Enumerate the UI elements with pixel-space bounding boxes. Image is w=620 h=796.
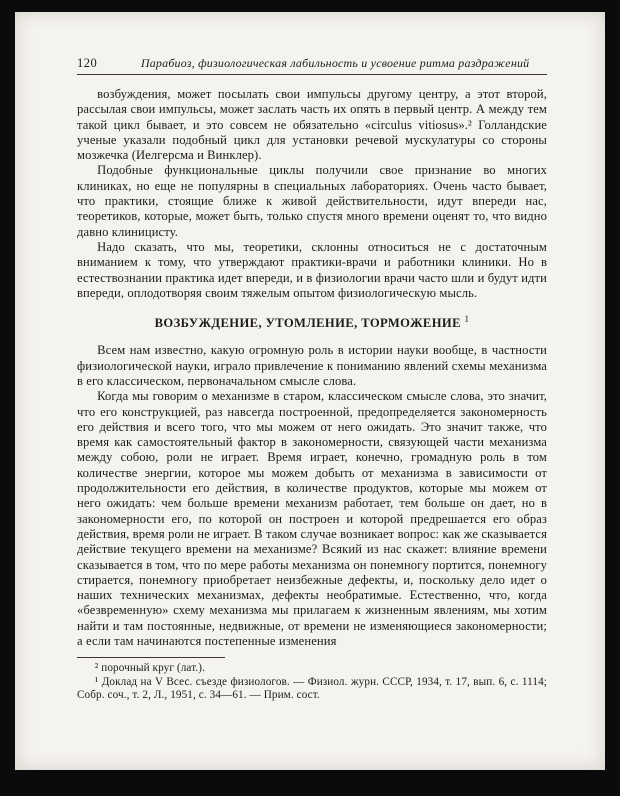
section-heading-footnote-mark: 1: [464, 314, 470, 325]
page-number: 120: [77, 56, 98, 70]
scanned-book-page: [15, 12, 605, 770]
paragraph: Когда мы говорим о механизме в старом, классическом смысле слова, это значит, что его конструкцией, раз навсегда построенной, предопределяется закономерность его действия и всего того, что мы можем от него ожидать. Это значит также, что время как самостоятельный фактор в закономерности, связующей части механизма между собою, роли не играет. Время играет, конечно, громадную роль в том количестве энергии, которое мы можем добыть от механизма в зависимости от продолжительности его действия, в количестве продуктов, которые мы можем от него ожидать: чем больше времени механизм работает, тем больше он дает, но в закономерности его, по которой он построен и которой предрешается его образ действия, время роли не играет. В таком случае возникает вопрос: как же сказывается действие текущего времени на механизме? Всякий из нас скажет: влияние времени сказывается в том, что по мере работы механизма он понемногу портится, понемногу стирается, понемногу приобретает неизбежные дефекты, и, поскольку дело идет о наших технических механизмах, дефекты необратимые. Естественно, что, когда «безвременную» схему механизма мы прилагаем к жизненным явлениям, мы хотим найти и там постоянные, недвижные, от времени не изменяющиеся закономерности; а если там начинаются постепенные изменения: [77, 389, 547, 648]
paragraph: Надо сказать, что мы, теоретики, склонны относиться не с достаточным вниманием к тому, что утверждают практики-врачи и работники клиники. Но в естествознании практика идет впереди, и в физиологии врачи часто шли и будут идти впереди, оплодотворяя своим тяжелым опытом физиологическую мысль.: [77, 239, 547, 300]
footnote: ² порочный круг (лат.).: [94, 662, 205, 675]
paragraph: Подобные функциональные циклы получили свое признание во многих клиниках, но еще не популярны в специальных лабораториях. Очень часто бывает, что практики, стоящие ближе к живой действительности, идут впереди нас, теоретиков, которые, может быть, только спустя много времени оценят то, что видно давно клиницисту.: [77, 163, 547, 239]
section-heading-text: ВОЗБУЖДЕНИЕ, УТОМЛЕНИЕ, ТОРМОЖЕНИЕ: [154, 316, 461, 331]
footnote: ¹ Доклад на V Всес. съезде физиологов. — Физиол. журн. СССР, 1934, т. 17, вып. 6, с. 1114; Собр. соч., т. 2, Л., 1951, с. 34—61. — Прим. сост.: [77, 675, 547, 702]
section-heading: [77, 314, 547, 331]
running-header: [77, 56, 547, 75]
page-content: [77, 56, 547, 760]
running-head-title: Парабиоз, физиологическая лабильность и усвоение ритма раздражений: [140, 56, 530, 70]
footnotes: [77, 657, 547, 703]
paragraph: возбуждения, может посылать свои импульсы другому центру, а этот второй, рассылая свои импульсы, может заслать часть их опять в первый центр. А между тем такой цикл бывает, и это совсем не обязательно «circulus vitiosus».² Голландские ученые указали подобный цикл для установки речевой мускулатуры со стороны мозжечка (Иелгерсма и Винклер).: [77, 87, 547, 163]
paragraph: Всем нам известно, какую огромную роль в истории науки вообще, в частности физиологической науки, играло привлечение к пониманию явлений схемы механизма в его классическом, первоначальном смысле слова.: [77, 343, 547, 388]
body-text: [77, 87, 547, 649]
footnote-separator: [77, 657, 225, 658]
